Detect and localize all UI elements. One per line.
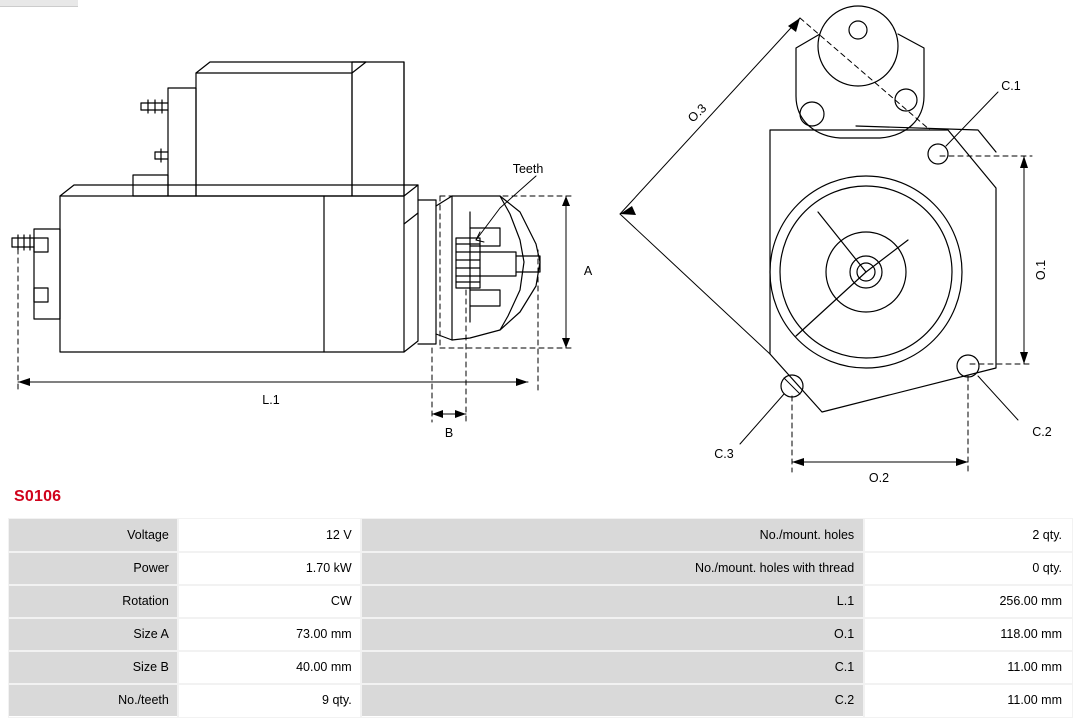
label-c3: C.3: [714, 447, 734, 461]
spec-value: 1.70 kW: [178, 552, 361, 585]
label-o1: O.1: [1034, 259, 1048, 281]
specification-table: [8, 518, 1072, 717]
table-row: [9, 585, 1072, 618]
mount-hole-c1: [928, 144, 948, 164]
label-o3: O.3: [685, 101, 710, 126]
front-view-drawing: [620, 6, 1032, 472]
spec-label: Size A: [9, 618, 179, 651]
spec-value: 40.00 mm: [178, 651, 361, 684]
spec-value-2: 118.00 mm: [864, 618, 1072, 651]
table-row: [9, 684, 1072, 717]
spec-value-2: 2 qty.: [864, 519, 1072, 552]
side-view-drawing: [12, 62, 572, 422]
spec-value-2: 256.00 mm: [864, 585, 1072, 618]
label-size-b: B: [444, 426, 454, 440]
spec-label: Voltage: [9, 519, 179, 552]
spec-value: 12 V: [178, 519, 361, 552]
label-teeth: Teeth: [512, 162, 544, 176]
spec-label: No./teeth: [9, 684, 179, 717]
mount-hole-c2: [957, 355, 979, 377]
table-row: [9, 519, 1072, 552]
spec-label-2: No./mount. holes with thread: [361, 552, 864, 585]
spec-value-2: 11.00 mm: [864, 651, 1072, 684]
label-size-a: A: [583, 264, 593, 278]
spec-label: Power: [9, 552, 179, 585]
spec-label-2: L.1: [361, 585, 864, 618]
spec-value-2: 11.00 mm: [864, 684, 1072, 717]
spec-label-2: C.2: [361, 684, 864, 717]
spec-label: Rotation: [9, 585, 179, 618]
table-row: [9, 651, 1072, 684]
spec-label: Size B: [9, 651, 179, 684]
spec-value: 73.00 mm: [178, 618, 361, 651]
label-length-l1: L.1: [262, 393, 280, 407]
table-row: [9, 552, 1072, 585]
spec-table-body: [9, 519, 1072, 717]
spec-label-2: C.1: [361, 651, 864, 684]
spec-label-2: No./mount. holes: [361, 519, 864, 552]
spec-value: 9 qty.: [178, 684, 361, 717]
table-row: [9, 618, 1072, 651]
part-number: S0106: [14, 488, 62, 505]
spec-value-2: 0 qty.: [864, 552, 1072, 585]
spec-value: CW: [178, 585, 361, 618]
label-o2: O.2: [868, 471, 890, 485]
label-c2: C.2: [1032, 425, 1052, 439]
label-c1: C.1: [1001, 79, 1021, 93]
spec-label-2: O.1: [361, 618, 864, 651]
